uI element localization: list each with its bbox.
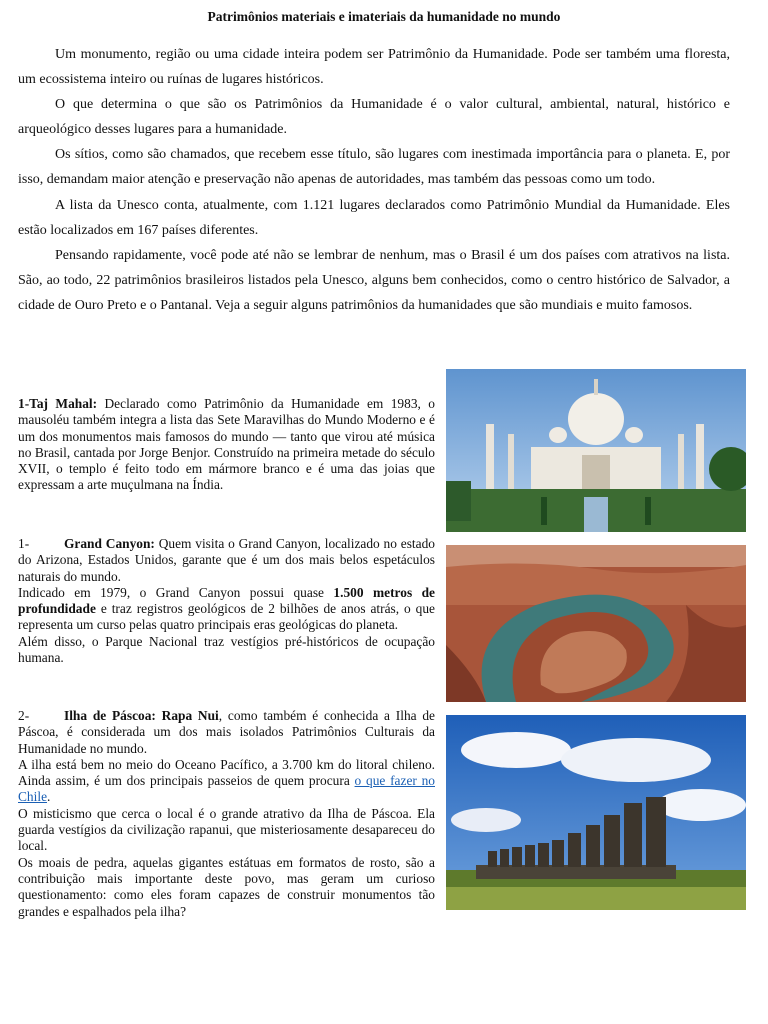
taj-text: Declarado como Patrimônio da Humanidade em 1983, o mausoléu também integra a lista das Sete Maravilhas do Mundo Moderno e é um dos monumentos mais famosos do mundo — tanto que virou até música no Brasil, cantada por Jorge Benjor. Construído na primeira metade do século XVII, o templo é feito todo em mármore branco e é uma das joias que expressam a arte muçulmana na Índia. [18, 396, 435, 493]
pascoa-number: 2- [18, 708, 30, 723]
canyon-heading: Grand Canyon: [64, 536, 155, 551]
canyon-bold: 1.500 metros de profundidade [18, 584, 435, 617]
chile-link[interactable]: o que fazer no Chile [18, 773, 435, 805]
page-title: Patrimônios materiais e imateriais da humanidade no mundo [207, 9, 561, 24]
canyon-number: 1- [18, 536, 30, 551]
section-taj-mahal [18, 396, 435, 494]
canyon-text: Além disso, o Parque Nacional traz vestígios pré-históricos de ocupação humana. [18, 633, 435, 666]
taj-heading: 1-Taj Mahal: [18, 396, 98, 411]
rapa-nui-image [446, 715, 746, 910]
intro-text [18, 42, 730, 318]
section-ilha-de-pascoa [18, 708, 435, 920]
intro-paragraph: Pensando rapidamente, você pode até não se lembrar de nenhum, mas o Brasil é um dos países com atrativos na lista. São, ao todo, 22 patrimônios brasileiros listados pela Unesco, alguns bem conhecidos, como o centro histórico de Salvador, a cidade de Ouro Preto e o Pantanal. Veja a seguir alguns patrimônios da humanidades que são mundiais e muito famosos. [18, 247, 730, 313]
pascoa-text: A ilha está bem no meio do Oceano Pacífico, a 3.700 km do litoral chileno. Ainda assim, é um dos principais passeios de quem procura [18, 756, 435, 789]
pascoa-heading: Ilha de Páscoa: Rapa Nui [64, 708, 219, 723]
canyon-text: Indicado em 1979, o Grand Canyon possui quase [18, 584, 334, 600]
intro-paragraph: A lista da Unesco conta, atualmente, com 1.121 lugares declarados como Patrimônio Mundial da Humanidade. Eles estão localizados em 167 países diferentes. [18, 197, 730, 238]
canyon-text: e traz registros geológicos de 2 bilhões de anos atrás, o que representa um curso pelas quatro principais eras geológicas do planeta. [18, 601, 435, 633]
pascoa-text: , como também é conhecida a Ilha de Páscoa, é considerada um dos mais isolados Patrimônios Culturais da Humanidade no mundo. [18, 708, 435, 756]
canyon-text: Quem visita o Grand Canyon, localizado no estado do Arizona, Estados Unidos, garante que é um dos mais belos espetáculos naturais do mundo. [18, 536, 435, 584]
intro-paragraph: Os sítios, como são chamados, que recebem esse título, são lugares com inestimada importância para o planeta. E, por isso, demandam maior atenção e preservação não apenas de autoridades, mas também das pessoas como um todo. [18, 147, 730, 188]
pascoa-text: Os moais de pedra, aquelas gigantes estátuas em formatos de rosto, são a contribuição mais importante deste povo, mas geram um curioso questionamento: como eles foram capazes de construir monumentos tão grandes e espalhados pela ilha? [18, 854, 435, 919]
taj-mahal-image [446, 369, 746, 532]
intro-paragraph: Um monumento, região ou uma cidade inteira podem ser Patrimônio da Humanidade. Pode ser também uma floresta, um ecossistema inteiro ou ruínas de lugares históricos. [18, 47, 730, 88]
grand-canyon-image [446, 545, 746, 702]
pascoa-text: O misticismo que cerca o local é o grande atrativo da Ilha de Páscoa. Ela guarda vestígios da civilização rapanui, que misteriosamente desapareceu do local. [18, 805, 435, 854]
intro-paragraph: O que determina o que são os Patrimônios da Humanidade é o valor cultural, ambiental, natural, histórico e arqueológico desses lugares para a humanidade. [18, 97, 730, 138]
section-grand-canyon [18, 536, 435, 666]
pascoa-text: . [47, 789, 51, 805]
